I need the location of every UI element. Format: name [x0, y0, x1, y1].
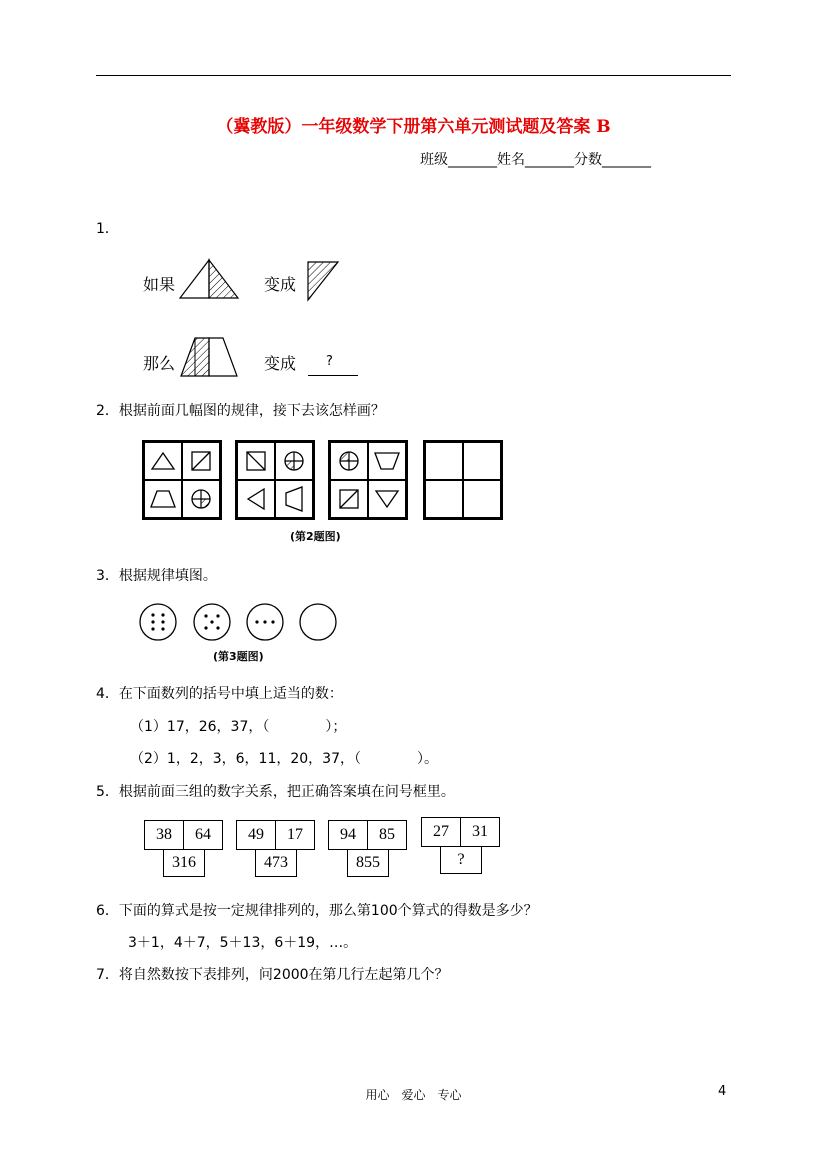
q5-group-1 — [144, 820, 224, 878]
q5-number-box: 85 — [367, 820, 407, 850]
q4-text: 4．在下面数列的括号中填上适当的数： — [96, 686, 343, 702]
triangle-left-icon — [237, 480, 275, 518]
q1-answer-placeholder: ? — [326, 354, 333, 369]
slashed-square-icon — [330, 480, 368, 518]
q5-number-box: 94 — [328, 820, 368, 850]
circle-empty-answer[interactable] — [300, 604, 336, 640]
q5-result-box: 473 — [255, 849, 297, 877]
q1-trapezoid-figure — [178, 336, 240, 378]
q4-line-1: （1）17，26，37，（ ）； — [130, 719, 347, 735]
footer-motto: 用心 爱心 专心 — [365, 1088, 462, 1102]
answer-cell[interactable] — [425, 480, 463, 518]
header-rule — [96, 75, 731, 76]
quartered-circle-icon — [182, 480, 220, 518]
q1-number: 1． — [96, 221, 119, 237]
q1-then-label: 那么 — [143, 354, 176, 373]
answer-cell[interactable] — [463, 442, 501, 480]
q2-answer-grid[interactable] — [423, 440, 503, 520]
quartered-circle-icon — [275, 442, 313, 480]
q4-line-2: （2）1，2，3，6，11，20，37，（ ）。 — [130, 751, 438, 767]
q3-text: 3．根据规律填图。 — [96, 568, 217, 584]
q1-if-label: 如果 — [143, 275, 176, 294]
q1-becomes-label-2: 变成 — [264, 354, 297, 373]
q6-sequence: 3＋1，4＋7，5＋13，6＋19，…。 — [128, 935, 358, 951]
slashed-square-icon — [182, 442, 220, 480]
q3-circles-figure — [138, 600, 342, 644]
circle-six-dots — [140, 604, 176, 640]
q5-number-box: 49 — [236, 820, 276, 850]
trapezoid-left-icon — [275, 480, 313, 518]
backslash-square-icon — [237, 442, 275, 480]
q1-answer-line[interactable] — [308, 375, 358, 376]
q2-caption: (第2题图) — [290, 530, 341, 543]
quartered-circle-icon — [330, 442, 368, 480]
q5-number-box: 31 — [460, 817, 500, 847]
q2-grid-1 — [142, 440, 222, 520]
q6-text: 6．下面的算式是按一定规律排列的，那么第100个算式的得数是多少？ — [96, 903, 538, 919]
page-title: （冀教版）一年级数学下册第六单元测试题及答案 B — [216, 117, 611, 137]
q2-grid-2 — [235, 440, 315, 520]
answer-cell[interactable] — [463, 480, 501, 518]
student-info-line: 班级_______姓名_______分数_______ — [420, 152, 651, 168]
q5-number-box: 17 — [275, 820, 315, 850]
circle-three-dots — [247, 604, 283, 640]
circle-five-dots — [194, 604, 230, 640]
inverted-trapezoid-icon — [368, 442, 406, 480]
q5-number-box: 64 — [183, 820, 223, 850]
q5-text: 5．根据前面三组的数字关系，把正确答案填在问号框里。 — [96, 784, 455, 800]
q1-rotated-triangle-figure — [304, 260, 340, 302]
q1-becomes-label-1: 变成 — [264, 275, 297, 294]
q7-text: 7．将自然数按下表排列，问2000在第几行左起第几个？ — [96, 967, 449, 983]
triangle-up-icon — [144, 442, 182, 480]
q5-answer-box[interactable]: ? — [440, 846, 482, 874]
q5-group-4 — [421, 817, 501, 875]
answer-cell[interactable] — [425, 442, 463, 480]
q5-group-3 — [328, 820, 408, 878]
trapezoid-icon — [144, 480, 182, 518]
page-number: 4 — [718, 1084, 727, 1099]
q2-grid-3 — [328, 440, 408, 520]
triangle-down-icon — [368, 480, 406, 518]
q5-group-2 — [236, 820, 316, 878]
q3-caption: (第3题图) — [213, 650, 264, 663]
q1-half-triangle-figure — [178, 258, 240, 300]
q5-result-box: 316 — [163, 849, 205, 877]
q2-text: 2．根据前面几幅图的规律，接下去该怎样画？ — [96, 403, 385, 419]
q5-result-box: 855 — [347, 849, 389, 877]
q5-number-box: 38 — [144, 820, 184, 850]
q5-number-box: 27 — [421, 817, 461, 847]
